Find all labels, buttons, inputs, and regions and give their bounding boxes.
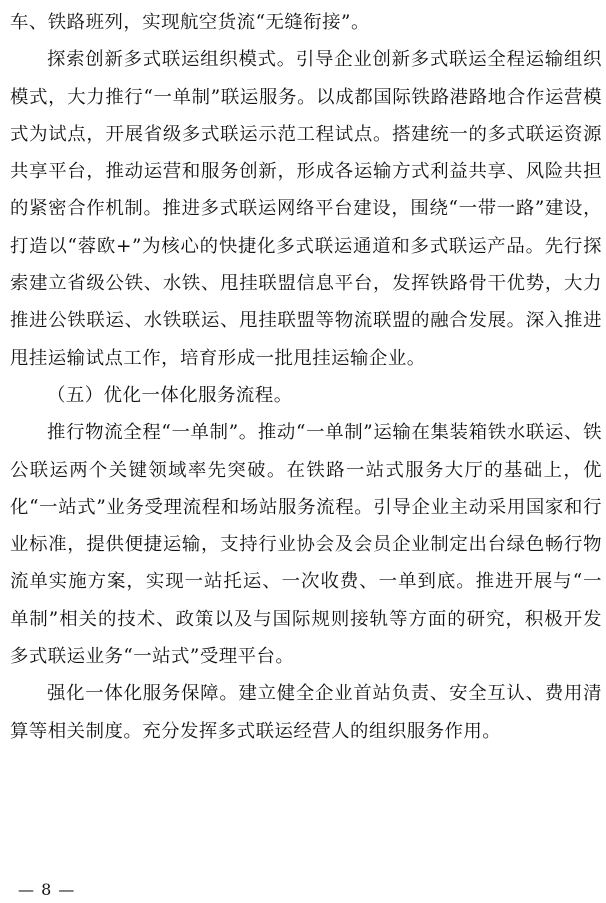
paragraph-multimodal-organization: 探索创新多式联运组织模式。引导企业创新多式联运全程运输组织模式，大力推行“一单制”联运服务。以成都国际铁路港路地合作运营模式为试点，开展省级多式联运示范工程试点。搭建统一的多式联运资源共享平台，推动运营和服务创新，形成各运输方式利益共享、风险共担的紧密合作机制。推进多式联运网络平台建设，围绕“一带一路”建设，打造以“蓉欧+”为核心的快捷化多式联运通道和多式联运产品。先行探索建立省级公铁、水铁、甩挂联盟信息平台，发挥铁路骨干优势，大力推进公铁联运、水铁联运、甩挂联盟等物流联盟的融合发展。深入推进甩挂运输试点工作，培育形成一批甩挂运输企业。 [10,49,602,369]
paragraph-service-guarantee: 强化一体化服务保障。建立健全企业首站负责、安全互认、费用清算等相关制度。充分发挥多式联运经营人的组织服务作用。 [10,683,602,742]
paragraph-continuation: 车、铁路班列，实现航空货流“无缝衔接”。 [10,12,370,33]
section-heading-5: （五）优化一体化服务流程。 [47,384,293,406]
page-number: — 8 — [18,880,76,899]
document-body [10,4,602,750]
paragraph-single-document-system: 推行物流全程“一单制”。推动“一单制”运输在集装箱铁水联运、铁公联运两个关键领域率先突破。在铁路一站式服务大厅的基础上，优化“一站式”业务受理流程和场站服务流程。引导企业主动采用国家和行业标准，提供便捷运输，支持行业协会及会员企业制定出台绿色畅行物流单实施方案，实现一站托运、一次收费、一单到底。推进开展与“一单制”相关的技术、政策以及与国际规则接轨等方面的研究，积极开发多式联运业务“一站式”受理平台。 [10,422,602,668]
